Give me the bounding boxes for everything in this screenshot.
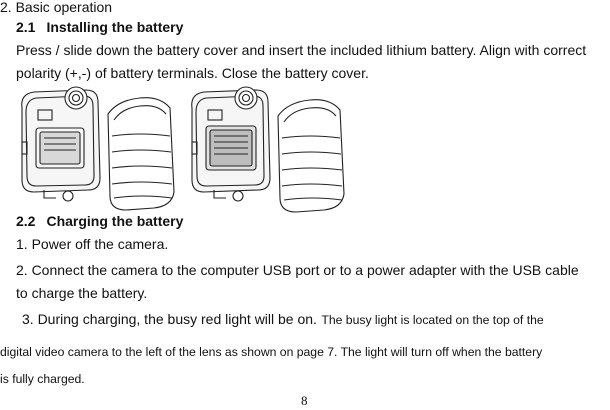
section-heading-charging-battery — [16, 214, 183, 228]
section-heading-installing-battery — [16, 20, 183, 34]
camera-body-2 — [192, 87, 270, 201]
charging-step-3-tail: The busy light is located on the top of the — [321, 313, 544, 327]
chapter-heading: 2. Basic operation — [0, 0, 113, 15]
install-instructions-line-1: Press / slide down the battery cover and insert the included lithium battery. Align with correct — [16, 42, 587, 58]
battery-installation-figure — [14, 86, 374, 214]
charging-step-3-lead: 3. During charging, the busy red light will be on. — [22, 311, 317, 327]
busy-light-note-line-1: digital video camera to the left of the lens as shown on page 7. The light will turn off when the battery — [0, 345, 543, 359]
charging-step-2-line-2: to charge the battery. — [16, 285, 148, 301]
camera-body-1 — [22, 87, 100, 201]
section-title: Installing the battery — [46, 19, 184, 35]
page-number: 8 — [301, 393, 308, 408]
busy-light-note-line-2: is fully charged. — [0, 372, 85, 386]
charging-step-3 — [22, 312, 544, 328]
battery-cover-2 — [278, 100, 344, 212]
install-instructions-line-2: polarity (+,-) of battery terminals. Close the battery cover. — [16, 65, 369, 81]
charging-step-1: 1. Power off the camera. — [16, 236, 169, 252]
battery-cover-1 — [108, 98, 174, 210]
charging-step-2-line-1: 2. Connect the camera to the computer USB port or to a power adapter with the USB cable — [16, 262, 579, 278]
section-number: 2.1 — [16, 19, 36, 35]
section-number: 2.2 — [16, 213, 36, 229]
section-title: Charging the battery — [46, 213, 184, 229]
